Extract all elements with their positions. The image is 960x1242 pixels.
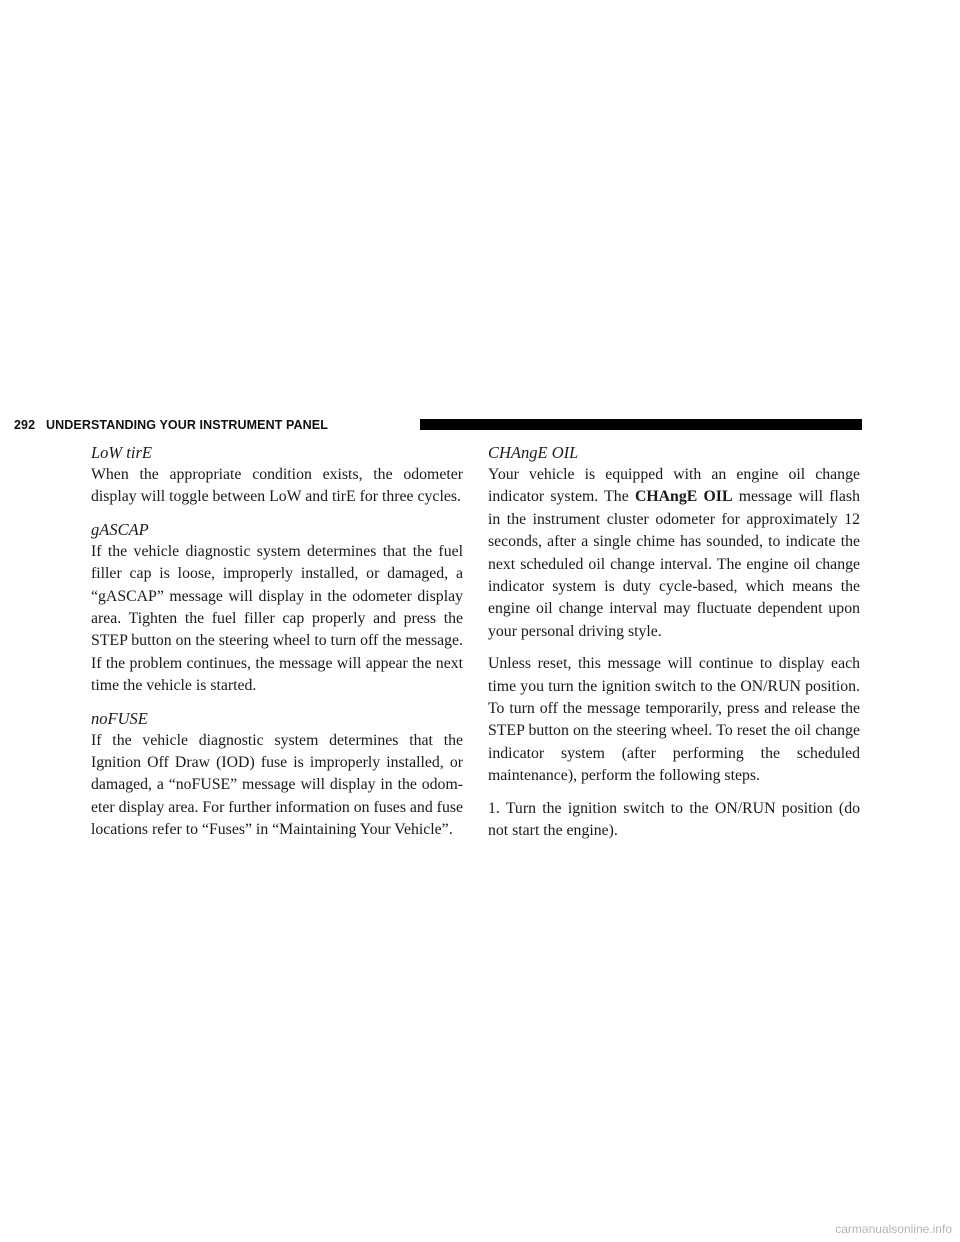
change-oil-p1-bold: CHAngE OIL <box>634 488 733 506</box>
low-tire-text: When the appropriate condition exists, the odometer display will toggle between LoW and tirE for three cycles. <box>91 466 463 506</box>
left-column <box>91 442 463 842</box>
right-column <box>488 442 860 843</box>
change-oil-p1-after: message will flash in the instrument cluster odometer for approximately 12 seconds, after a single chime has sounded, to indicate the next scheduled oil change interval. The engine oil change indicator system is duty cycle-based, which means the engine oil change interval may fluctuate dependent upon your personal driving style. <box>488 488 860 640</box>
low-tire-heading: LoW tirE <box>91 443 152 462</box>
change-oil-step-1: 1. Turn the ignition switch to the ON/RUN position (do not start the engine). <box>488 799 860 840</box>
gascap-text: If the vehicle diagnostic system determines that the fuel filler cap is loose, improperly installed, or damaged, a “gASCAP” message will display in the odometer display area. Tighten the fuel filler cap properly and press the STEP button on the steering wheel to turn off the message. If the problem continues, the message will appear the next time the vehicle is started. <box>91 542 463 695</box>
watermark-text: carmanualsonline.info <box>835 1222 952 1236</box>
change-oil-paragraph-2: Unless reset, this message will continue to display each time you turn the ignition switch to the ON/RUN position. To turn off the message temporarily, press and release the STEP button on the steering wheel. To reset the oil change indicator system (after performing the scheduled maintenance), perform the following steps. <box>488 655 860 785</box>
change-oil-p1-before: Your vehicle is equipped with an engine oil change indicator system. The <box>488 466 860 506</box>
nofuse-text: If the vehicle diagnostic system determines that the Ignition Off Draw (IOD) fuse is improperly installed, or damaged, a “noFUSE” message will display in the odom-eter display area. For further information on fuses and fuse locations refer to “Fuses” in “Maintaining Your Vehicle”. <box>91 731 463 839</box>
header-rule-bar <box>420 419 862 430</box>
watermark <box>0 1222 960 1236</box>
page-number: 292 <box>14 418 36 432</box>
change-oil-paragraph-1 <box>488 464 860 643</box>
change-oil-heading: CHAngE OIL <box>488 443 579 462</box>
section-title: UNDERSTANDING YOUR INSTRUMENT PANEL <box>46 418 328 432</box>
gascap-heading: gASCAP <box>91 519 149 539</box>
nofuse-heading: noFUSE <box>91 708 148 728</box>
page-header <box>14 416 862 436</box>
